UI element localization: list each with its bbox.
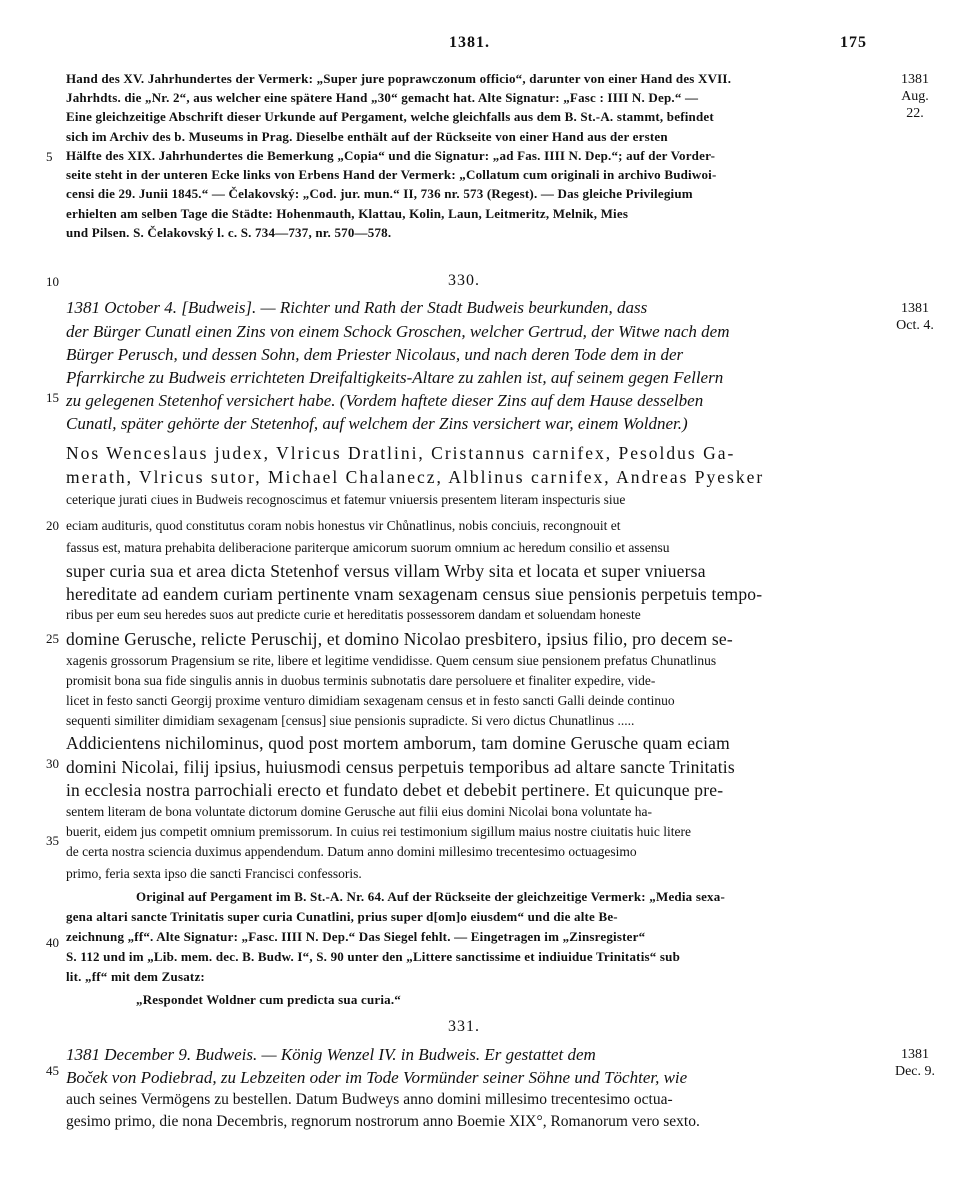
- document-number: 330.: [448, 272, 480, 289]
- regest-line: auch seines Vermögens zu bestellen. Datum Budweys anno domini millesimo trecentesimo octua-: [66, 1091, 673, 1108]
- text-line: xagenis grossorum Pragensium se rite, libere et legitime vendidisse. Quem censum siue pensionem prefatus Chunatlinus: [66, 653, 717, 668]
- intro-line: Hälfte des XIX. Jahrhundertes die Bemerkung „Copia“ und die Signatur: „ad Fas. IIII N. Dep.“; auf der Vorder-: [66, 148, 716, 163]
- running-head-year: 1381.: [449, 34, 490, 51]
- regest-line: zu gelegenen Stetenhof versichert habe. (Vordem haftete dieser Zins auf dem Hause desselben: [66, 391, 704, 410]
- text-line: de certa nostra sciencia duximus appendendum. Datum anno domini millesimo trecentesimo octuagesimo: [66, 844, 637, 859]
- text-line: Addicientens nichilominus, quod post mortem amborum, tam domine Gerusche quam eciam: [66, 733, 730, 753]
- line-number: 30: [46, 756, 59, 771]
- note-line: „Respondet Woldner cum predicta sua curia.“: [136, 992, 402, 1007]
- margin-day: Dec. 9.: [894, 1064, 936, 1079]
- margin-date: [892, 71, 938, 122]
- margin-day: Oct. 4.: [896, 318, 934, 333]
- text-line: fassus est, matura prehabita deliberacione pariterque amicorum suorum omnium ac heredum consilio et assensu: [66, 540, 670, 555]
- note-line: S. 112 und im „Lib. mem. dec. B. Budw. I“, S. 90 unter den „Littere sanctissime et indiuidue Trinitatis“ sub: [66, 949, 681, 964]
- note-line: Original auf Pergament im B. St.-A. Nr. 64. Auf der Rückseite der gleichzeitige Vermerk: „Media sexa-: [136, 889, 725, 904]
- regest-line: gesimo primo, die nona Decembris, regnorum nostrorum anno Boemie XIX°, Romanorum vero sexto.: [66, 1113, 700, 1130]
- note-line: lit. „ff“ mit dem Zusatz:: [66, 969, 205, 984]
- regest-line: Bürger Perusch, und dessen Sohn, dem Priester Nicolaus, und nach deren Tode dem in der: [66, 345, 684, 364]
- intro-line: seite steht in der unteren Ecke links von Erbens Hand der Vermerk: „Collatum cum originali in archivo Budiwoi-: [66, 167, 717, 182]
- intro-line: censi die 29. Junii 1845.“ — Čelakovský: „Cod. jur. mun.“ II, 736 nr. 573 (Regest). — Das gleiche Privilegium: [66, 186, 693, 201]
- line-number: 40: [46, 935, 59, 950]
- text-line: eciam audituris, quod constitutus coram nobis honestus vir Chůnatlinus, nobis conciuis, recongnouit et: [66, 518, 621, 533]
- intro-line: sich im Archiv des b. Museums in Prag. Dieselbe enthält auf der Rückseite von einer Hand aus der ersten: [66, 129, 668, 144]
- note-line: gena altari sancte Trinitatis super curia Cunatlini, prius super d[om]o eiusdem“ und die alte Be-: [66, 909, 618, 924]
- margin-date: [892, 1046, 938, 1080]
- intro-line: Eine gleichzeitige Abschrift dieser Urkunde auf Pergament, welche gleichfalls aus dem B. St.-A. stammt, befindet: [66, 109, 714, 124]
- line-number: 20: [46, 518, 59, 533]
- page-number: 175: [840, 34, 867, 51]
- text-line: super curia sua et area dicta Stetenhof versus villam Wrby sita et locata et super vniuersa: [66, 561, 706, 581]
- line-number: 15: [46, 390, 59, 405]
- text-line: domini Nicolai, filij ipsius, huiusmodi census perpetuis temporibus ad altare sancte Trinitatis: [66, 757, 735, 777]
- line-number: 25: [46, 631, 59, 646]
- text-line: domine Gerusche, relicte Peruschij, et domino Nicolao presbitero, ipsius filio, pro decem se-: [66, 629, 733, 649]
- text-line: ceterique jurati ciues in Budweis recognoscimus et fatemur vniuersis presentem literam inspecturis siue: [66, 492, 626, 507]
- line-number: 10: [46, 274, 59, 289]
- regest-line: 1381 December 9. Budweis. — König Wenzel IV. in Budweis. Er gestattet dem: [66, 1045, 596, 1064]
- regest-line: 1381 October 4. [Budweis]. — Richter und Rath der Stadt Budweis beurkunden, dass: [66, 298, 648, 317]
- regest-line: Cunatl, später gehörte der Stetenhof, auf welchem der Zins versichert war, einem Woldner.): [66, 414, 688, 433]
- margin-year: 1381: [901, 72, 929, 87]
- margin-date: [892, 300, 938, 334]
- margin-year: 1381: [901, 301, 929, 316]
- text-line: primo, feria sexta ipso die sancti Francisci confessoris.: [66, 866, 362, 881]
- text-line: merath, Vlricus sutor, Michael Chalanecz, Alblinus carnifex, Andreas Pyesker: [66, 467, 765, 487]
- intro-line: erhielten am selben Tage die Städte: Hohenmauth, Klattau, Kolin, Laun, Leitmeritz, Melnik, Mies: [66, 206, 629, 221]
- text-line: in ecclesia nostra parrochiali erecto et fundato debet et debebit pertinere. Et quicunque pre-: [66, 780, 724, 800]
- text-line: promisit bona sua fide singulis annis in duobus terminis subnotatis dare persoluere et finaliter expedire, vide-: [66, 673, 656, 688]
- line-number: 5: [46, 149, 53, 164]
- margin-year: 1381: [901, 1047, 929, 1062]
- regest-line: Pfarrkirche zu Budweis errichteten Dreifaltigkeits-Altare zu zahlen ist, auf seinem gegen Fellern: [66, 368, 724, 387]
- text-line: hereditate ad eandem curiam pertinente vnam sexagenam census siue pensionis perpetuis tempo-: [66, 584, 763, 604]
- text-line: sequenti similiter dimidiam sexagenam [census] siue pensionis supradicte. Si vero dictus Chunatlinus .....: [66, 713, 635, 728]
- regest-line: der Bürger Cunatl einen Zins von einem Schock Groschen, welcher Gertrud, der Witwe nach dem: [66, 322, 730, 341]
- note-line: zeichnung „ff“. Alte Signatur: „Fasc. IIII N. Dep.“ Das Siegel fehlt. — Eingetragen im „Zinsregister“: [66, 929, 646, 944]
- text-line: buerit, eidem jus competit omnium premissorum. In cuius rei testimonium sigillum maius nostre ciuitatis huic litere: [66, 824, 692, 839]
- text-line: licet in festo sancti Georgij proxime venturo dimidiam sexagenam census et in festo sancti Galli deinde continuo: [66, 693, 675, 708]
- text-line: Nos Wenceslaus judex, Vlricus Dratlini, Cristannus carnifex, Pesoldus Ga-: [66, 443, 736, 463]
- text-line: sentem literam de bona voluntate dictorum domine Gerusche aut filii eius domini Nicolai bona voluntate ha-: [66, 804, 652, 819]
- line-number: 45: [46, 1063, 59, 1078]
- document-number: 331.: [448, 1018, 480, 1035]
- line-number: 35: [46, 833, 59, 848]
- text-line: ribus per eum seu heredes suos aut predicte curie et hereditatis possessorem dandam et soluendam honeste: [66, 607, 641, 622]
- margin-day: Aug. 22.: [901, 89, 929, 121]
- regest-line: Boček von Podiebrad, zu Lebzeiten oder im Tode Vormünder seiner Söhne und Töchter, wie: [66, 1068, 688, 1087]
- intro-line: Jahrhdts. die „Nr. 2“, aus welcher eine spätere Hand „30“ gemacht hat. Alte Signatur: „Fasc : IIII N. Dep.“ —: [66, 90, 699, 105]
- intro-line: und Pilsen. S. Čelakovský l. c. S. 734—737, nr. 570—578.: [66, 225, 392, 240]
- intro-line: Hand des XV. Jahrhundertes der Vermerk: „Super jure poprawczonum officio“, darunter von einer Hand des XVII.: [66, 71, 732, 86]
